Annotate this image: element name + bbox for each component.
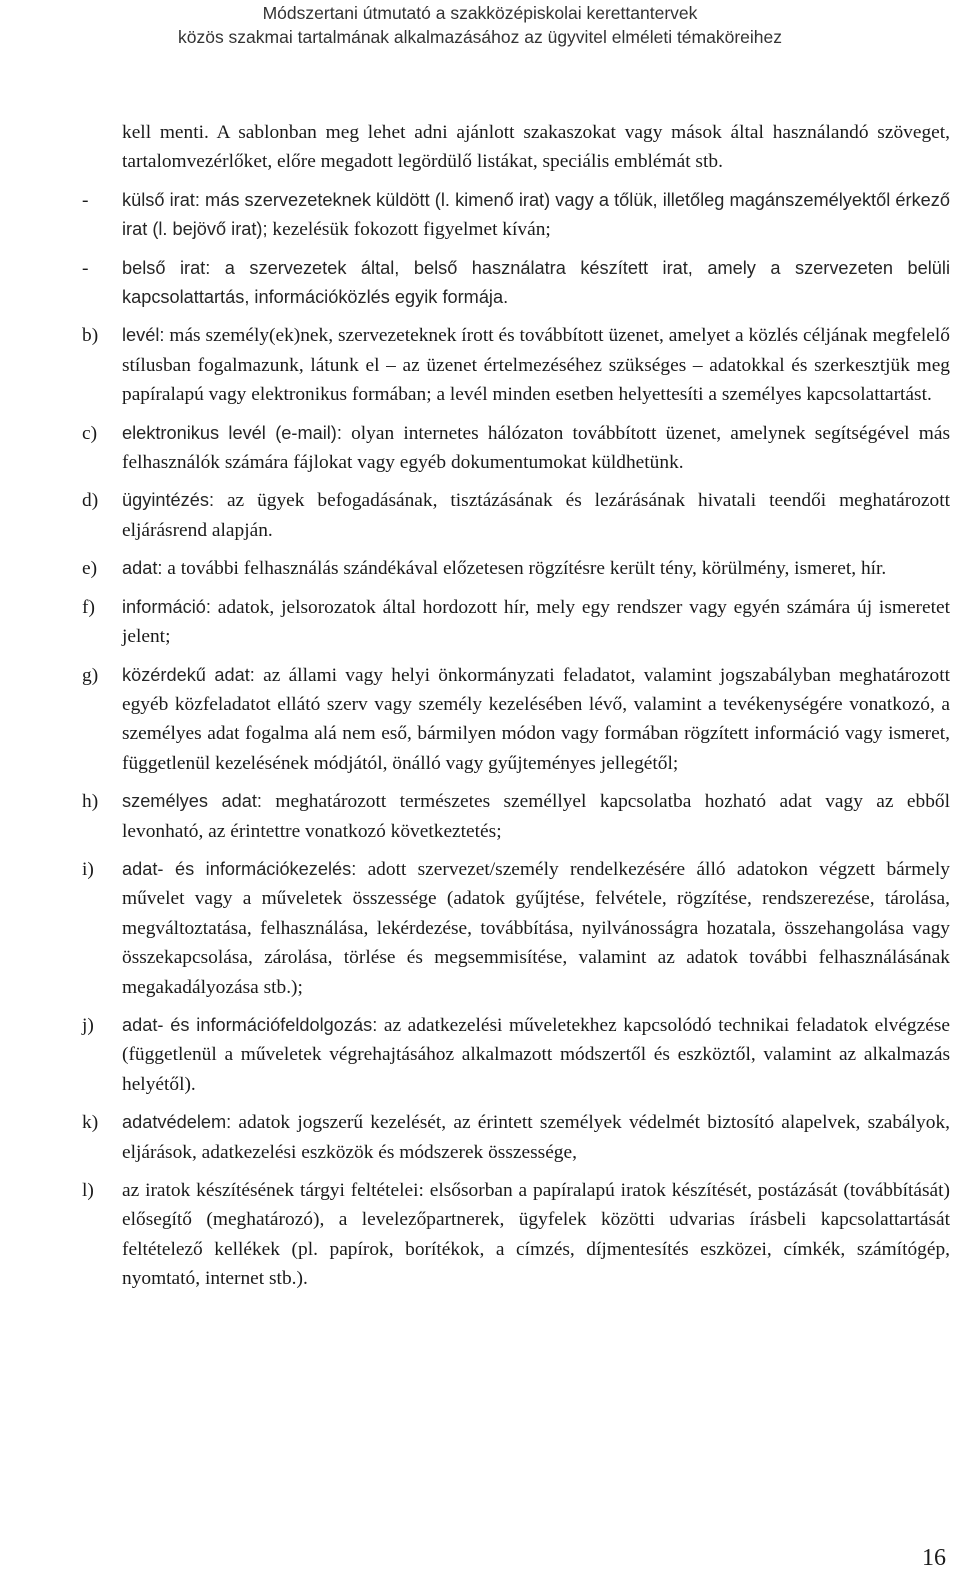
list-item <box>82 661 950 779</box>
definition-text: a további felhasználás szándékával előzetesen rögzítésre került tény, körülmény, ismeret, hír. <box>162 558 887 580</box>
header-line-1: Módszertani útmutató a szakközépiskolai kerettantervek <box>262 3 698 23</box>
definition-term: ügyintézés: <box>122 490 215 511</box>
list-marker: f) <box>82 596 95 618</box>
definition-text: az adatkezelési műveletekhez kapcsolódó technikai feladatok elvégzése (függetlenül a műveletek végrehajtásához alkalmazott módszertől és eszköztől, valamint az alkalmazás helyétől). <box>122 1014 950 1095</box>
definition-term: belső irat: a szervezetek által, belső használatra készített irat, amely a szervezeten belüli kapcsolattartás, információközlés egyik formája. <box>122 257 950 308</box>
list-item-text <box>122 419 950 478</box>
definition-text: az ügyek befogadásának, tisztázásának és lezárásának hivatali teendői meghatározott eljárásrend alapján. <box>122 490 950 541</box>
definition-term: közérdekű adat: <box>122 664 255 685</box>
list-item <box>82 254 950 313</box>
list-marker: i) <box>82 858 94 880</box>
definition-text: adatok, jelsorozatok által hordozott hír, mely egy rendszer vagy egyén számára új ismeretet jelent; <box>122 596 950 648</box>
header-line-2: közös szakmai tartalmának alkalmazásához az ügyvitel elméleti témaköreihez <box>177 27 782 47</box>
list-marker: g) <box>82 664 99 686</box>
document-body <box>82 118 950 1303</box>
definition-term: adat- és információkezelés: <box>122 858 357 879</box>
definition-term: személyes adat: <box>122 791 262 812</box>
definition-term: elektronikus levél (e-mail): <box>122 422 342 443</box>
list-item-text <box>122 1176 950 1294</box>
definition-text: kezelésük fokozott figyelmet kíván; <box>267 219 551 241</box>
definition-text: adott szervezet/személy rendelkezésére álló adatokon végzett bármely művelet vagy a műveletek összessége (adatok gyűjtése, felvétele, rögzítése, rendszerezése, tárolása, megváltoztatása, felhasználása, lekérdezése, továbbítása, nyilvánosságra hozatala, összehangolása vagy összekapcsolása, zárolása, törlése és megsemmisítése, valamint az adatok további felhasználásának megakadályozása stb.); <box>122 858 950 998</box>
list-item <box>82 1011 950 1099</box>
list-item <box>82 186 950 245</box>
list-item-text <box>122 855 950 1002</box>
list-marker: k) <box>82 1112 99 1134</box>
list-item <box>82 419 950 478</box>
definition-term: levél: <box>122 325 165 346</box>
definition-text: az állami vagy helyi önkormányzati feladatot, valamint jogszabályban meghatározott egyéb közfeladatot ellátó szerv vagy személy kezelésében lévő, valamint a tevékenységére vonatkozó, a személyes adat fogalma alá nem eső, bármilyen módon vagy formában rögzített információ vagy ismeret, függetlenül kezelésének módjától, önálló vagy gyűjteményes jellegétől; <box>122 664 950 774</box>
list-item-text <box>122 321 950 409</box>
list-item-text <box>122 1011 950 1099</box>
definition-term: adatvédelem: <box>122 1112 232 1133</box>
list-marker: c) <box>82 422 98 444</box>
definition-text: adatok jogszerű kezelését, az érintett személyek védelmét biztosító alapelvek, szabályok, eljárások, adatkezelési eszközök és módszerek összessége, <box>122 1112 950 1163</box>
list-item-text <box>122 787 950 846</box>
definition-term: adat: <box>122 558 163 579</box>
list-item <box>82 855 950 1002</box>
list-item <box>82 593 950 652</box>
list-item-text <box>122 486 950 545</box>
list-item <box>82 486 950 545</box>
list-item <box>82 321 950 409</box>
list-item <box>82 787 950 846</box>
definition-term: külső irat: más szervezeteknek küldött (l. kimenő irat) vagy a tőlük, illetőleg magánszemélyektől érkező irat (l. bejövő irat); <box>122 189 950 240</box>
definition-term: adat- és információfeldolgozás: <box>122 1014 378 1035</box>
list-item-text <box>122 661 950 779</box>
definition-text: más személy(ek)nek, szervezeteknek írott és továbbított üzenet, amelyet a közlés céljának megfelelő stílusban fogalmazunk, látunk el – az üzenet értelmezéséhez szükséges – adatokkal és szerkesztjük meg papíralapú vagy elektronikus formában; a levél minden esetben helyettesíti a személyes kapcsolattartást. <box>122 325 950 406</box>
list-marker: e) <box>82 558 98 580</box>
list-item-text <box>122 254 950 313</box>
definition-term: információ: <box>122 596 211 617</box>
definition-text: olyan internetes hálózaton továbbított üzenet, amelynek segítségével más felhasználók számára fájlokat vagy egyéb dokumentumokat küldhetünk. <box>122 422 950 474</box>
list-item <box>82 1176 950 1294</box>
list-marker: l) <box>82 1180 94 1201</box>
list-item-text <box>122 186 950 245</box>
list-marker: - <box>82 189 89 211</box>
list-item-text <box>122 593 950 652</box>
list-marker: h) <box>82 791 99 813</box>
list-marker: - <box>82 257 89 279</box>
definition-text: az iratok készítésének tárgyi feltételei: elsősorban a papíralapú iratok készítését, postázását (továbbítását) elősegítő (meghatározó), a levelezőpartnerek, ügyfelek közötti udvarias írásbeli kapcsolattartását feltételező kellékek (pl. papírok, borítékok, a címzés, díjmentesítés eszközei, címkék, számítógép, nyomtató, internet stb.). <box>122 1180 950 1290</box>
list-item-text <box>122 554 950 583</box>
definition-text: meghatározott természetes személlyel kapcsolatba hozható adat vagy az ebből levonható, az érintettre vonatkozó következtetés; <box>122 791 950 842</box>
intro-paragraph: kell menti. A sablonban meg lehet adni ajánlott szakaszokat vagy mások által használandó szöveget, tartalomvezérlőket, előre megadott legördülő listákat, speciális emblémát stb. <box>122 122 950 173</box>
list-marker: d) <box>82 490 99 512</box>
list-item-text <box>122 1108 950 1167</box>
list-marker: b) <box>82 325 99 347</box>
page-header <box>0 0 960 49</box>
list-marker: j) <box>82 1014 94 1036</box>
list-item <box>82 1108 950 1167</box>
page-number: 16 <box>922 1545 946 1571</box>
list-item <box>82 554 950 583</box>
